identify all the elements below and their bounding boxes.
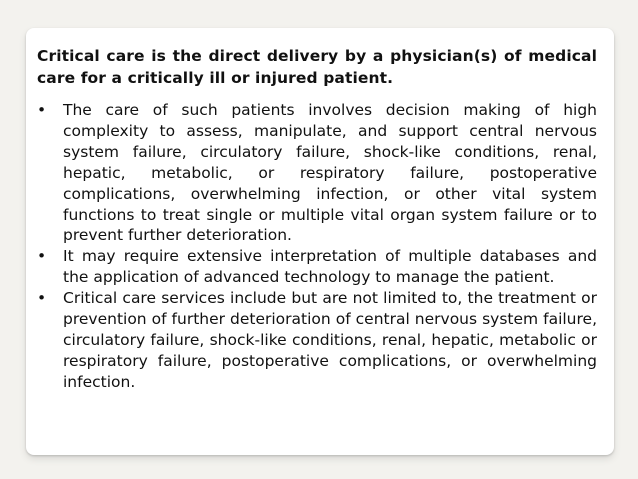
bullet-list [37, 100, 597, 393]
bullet-icon: • [37, 289, 47, 308]
bullet-icon: • [37, 101, 47, 119]
bullet-text: The care of such patients involves decision making of high complexity to assess, manipulate, and support central nervous system failure, circulatory failure, shock-like conditions, renal, hepatic, metabolic, or respiratory failure, postoperative complications, overwhelming infection, or other vital system functions to treat single or multiple vital organ system failure or to prevent further deterioration. [63, 101, 597, 245]
bullet-item [37, 246, 597, 288]
slide-headline: Critical care is the direct delivery by a physician(s) of medical care for a critically ill or injured patient. [37, 47, 597, 87]
bullet-item [37, 100, 597, 246]
bullet-text: It may require extensive interpretation of multiple databases and the application of advanced technology to manage the patient. [63, 247, 597, 287]
bullet-icon: • [37, 247, 47, 266]
bullet-text: Critical care services include but are not limited to, the treatment or prevention of further deterioration of central nervous system failure, circulatory failure, shock-like conditions, renal, hepatic, metabolic or respiratory failure, postoperative complications, or overwhelming infection. [63, 289, 597, 391]
bullet-item [37, 288, 597, 393]
slide-content [37, 46, 597, 393]
